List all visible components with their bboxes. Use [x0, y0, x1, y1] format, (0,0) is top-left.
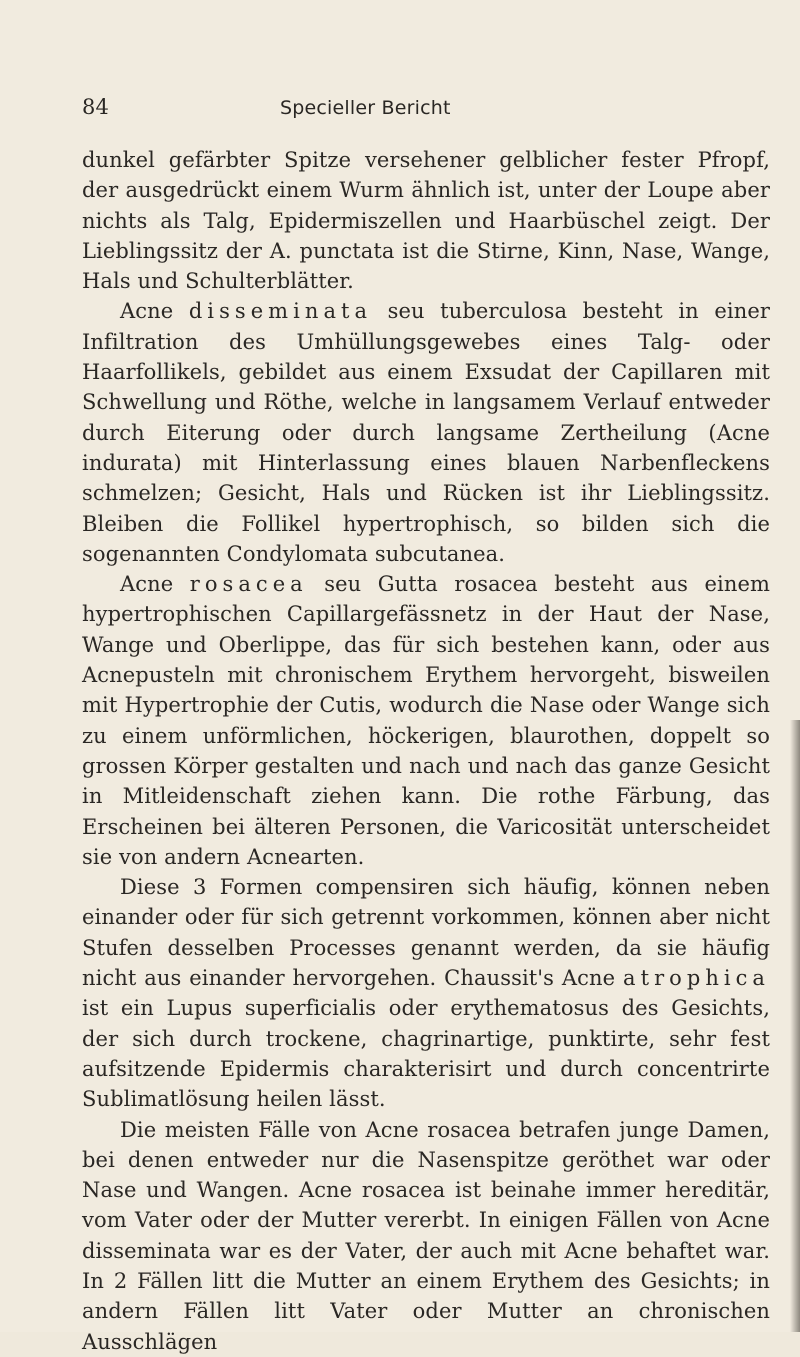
body-text: [82, 145, 770, 1357]
paragraph-2-rest: seu tuberculosa besteht in einer Infiltration des Umhüllungsgewebes eines Talg- oder Haarfollikels, gebildet aus einem Exsudat der Capillaren mit Schwellung und Röthe, welche in langsamem Verlauf entweder durch Eiterung oder durch langsame Zertheilung (Acne indurata) mit Hinterlassung eines blauen Narbenfleckens schmelzen; Gesicht, Hals und Rücken ist ihr Lieblingssitz. Bleiben die Follikel hypertrophisch, so bilden sich die sogenannten Condylomata subcutanea.: [82, 299, 770, 566]
paragraph-5-text: Die meisten Fälle von Acne rosacea betrafen junge Damen, bei denen entweder nur die Nasenspitze geröthet war oder Nase und Wangen. Acne rosacea ist beinahe immer hereditär, vom Vater oder der Mutter vererbt. In einigen Fällen von Acne disseminata war es der Vater, der auch mit Acne behaftet war. In 2 Fällen litt die Mutter an einem Erythem des Gesichts; in andern Fällen litt Vater oder Mutter an chronischen Ausschlägen: [82, 1117, 770, 1354]
paragraph-1-text: dunkel gefärbter Spitze versehener gelblicher fester Pfropf, der ausgedrückt einem Wurm ähnlich ist, unter der Loupe aber nichts als Talg, Epidermiszellen und Haarbüschel zeigt. Der Lieblingssitz der A. punctata ist die Stirne, Kinn, Nase, Wange, Hals und Schulterblätter.: [82, 148, 770, 294]
page-number: 84: [82, 95, 110, 119]
paragraph-2-spaced-term: disseminata: [188, 299, 373, 324]
paragraph-2-lead: Acne: [120, 299, 189, 324]
paragraph-4-lead: Diese 3 Formen compensiren sich häufig, können neben einander oder für sich getrennt vorkommen, können aber nicht Stufen desselben Processes genannt werden, da sie häufig nicht aus einander hervorgehen. Chaussit's Acne: [82, 875, 770, 991]
paragraph-5: [82, 1115, 770, 1357]
page-edge-shadow: [790, 720, 800, 1332]
paragraph-3-spaced-term: rosacea: [189, 572, 308, 597]
paragraph-3-rest: seu Gutta rosacea besteht aus einem hypertrophischen Capillargefässnetz in der Haut der Nase, Wange und Oberlippe, das für sich bestehen kann, oder aus Acnepusteln mit chronischem Erythem hervorgeht, bisweilen mit Hypertrophie der Cutis, wodurch die Nase oder Wange sich zu einem unförmlichen, höckerigen, blaurothen, doppelt so grossen Körper gestalten und nach und nach das ganze Gesicht in Mitleidenschaft ziehen kann. Die rothe Färbung, das Erscheinen bei älteren Personen, die Varicosität unterscheidet sie von andern Acnearten.: [82, 572, 771, 869]
paragraph-4-rest: ist ein Lupus superficialis oder erythematosus des Gesichts, der sich durch trockene, chagrinartige, punktirte, sehr fest aufsitzende Epidermis charakterisirt und durch concentrirte Sublimatlösung heilen lässt.: [82, 996, 770, 1112]
running-head: Specieller Bericht: [280, 97, 451, 119]
paragraph-2: [82, 296, 770, 569]
paragraph-3: [82, 569, 770, 872]
paragraph-4: [82, 872, 770, 1114]
paragraph-1: [82, 145, 770, 296]
paragraph-4-spaced-term: atrophica: [623, 966, 770, 991]
paragraph-3-lead: Acne: [120, 572, 190, 597]
